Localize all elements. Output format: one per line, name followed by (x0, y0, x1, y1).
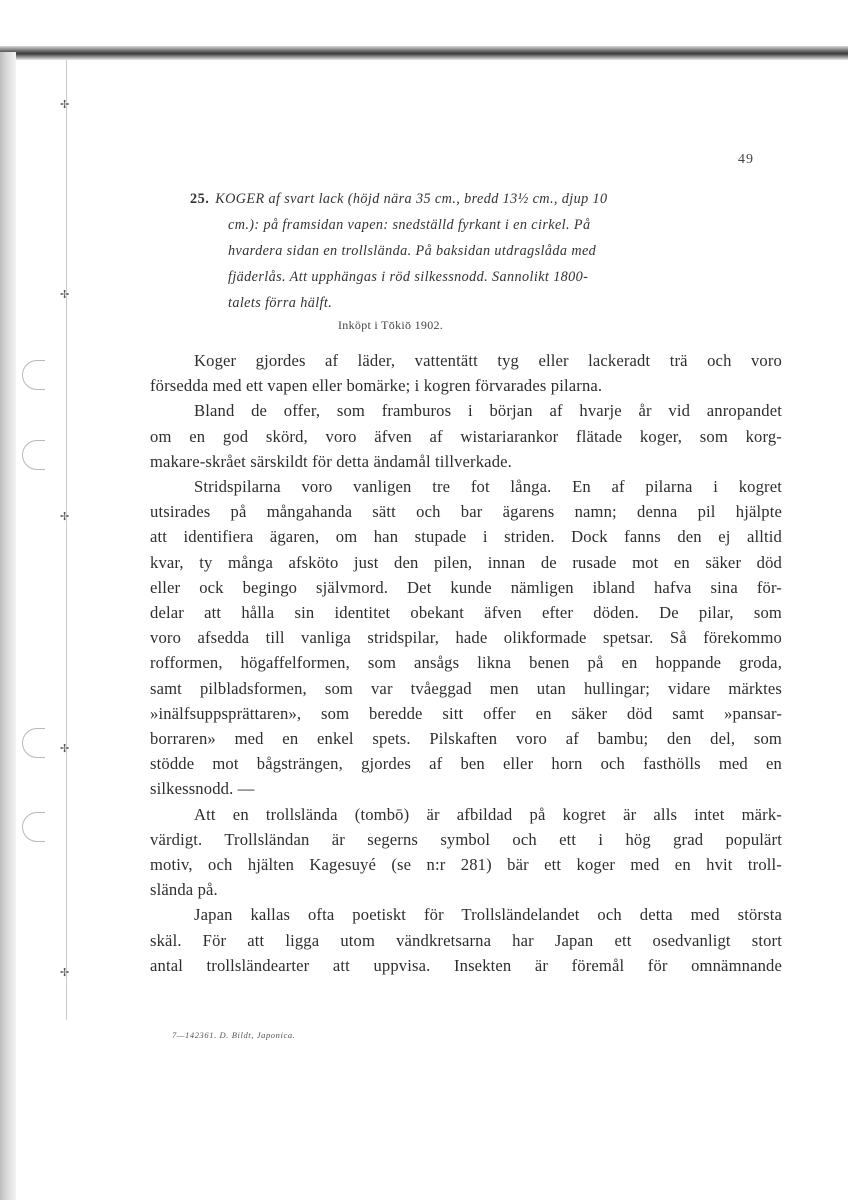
body-line: eller ock begingo självmord. Det kunde nämligen ibland hafva sina för- (150, 577, 782, 597)
body-line: Koger gjordes af läder, vattentätt tyg eller lackeradt trä och voro (194, 351, 782, 370)
scan-mark: ✢ (60, 511, 70, 523)
body-line: Bland de offer, som framburos i början af hvarje år vid anropandet (194, 401, 782, 421)
scan-left-border (0, 52, 16, 1200)
entry-line: fjäderlås. Att upphängas i röd silkessnodd. Sannolikt 1800- (228, 269, 589, 285)
body-line: skäl. För att ligga utom vändkretsarna har Japan ett osedvanligt stort (150, 930, 782, 950)
body-line: slända på. (150, 880, 218, 900)
body-line: utsirades på mångahanda sätt och bar ägarens namn; denna pil hjälpte (150, 502, 782, 522)
printer-footer-mark: 7—142361. D. Bildt, Japonica. (172, 1030, 296, 1040)
body-line: makare-skrået särskildt för detta ändamål tillverkade. (150, 451, 512, 471)
body-line: stödde mot bågsträngen, gjordes af ben eller horn och fasthölls med en (150, 754, 782, 774)
scan-mark: ✢ (60, 289, 70, 301)
body-line: Att en trollslända (tombō) är afbildad på kogret är alls intet märk- (194, 804, 782, 824)
scan-mark: ✢ (60, 99, 70, 111)
body-line: antal trollsländearter att uppvisa. Insekten är föremål för omnämnande (150, 955, 782, 975)
scan-mark: ✢ (60, 967, 70, 979)
body-line: försedda med ett vapen eller bomärke; i kogren förvarades pilarna. (150, 376, 603, 396)
body-line: värdigt. Trollsländan är segerns symbol och ett i hög grad populärt (150, 829, 782, 849)
catalog-entry (190, 186, 780, 316)
body-line: »inälfsuppsprättaren», som beredde sitt offer en säker död samt »pansar- (150, 703, 782, 723)
body-line: Stridspilarna voro vanligen tre fot långa. En af pilarna i kogret (194, 477, 782, 497)
body-line: silkessnodd. — (150, 779, 255, 799)
entry-line: hvardera sidan en trollslända. På baksidan utdragslåda med (228, 243, 597, 259)
punch-hole (22, 360, 45, 390)
body-line: borraren» med en enkel spets. Pilskaften voro af bambu; den del, som (150, 729, 782, 749)
body-line: samt pilbladsformen, som var tvåeggad men utan hullingar; vidare märktes (150, 678, 782, 698)
body-line: Japan kallas ofta poetiskt för Trollsländelandet och detta med största (194, 905, 782, 925)
entry-line: KOGER af svart lack (höjd nära 35 cm., bredd 13½ cm., djup 10 (215, 191, 608, 207)
punch-hole (22, 728, 45, 758)
body-text (150, 348, 782, 978)
entry-number: 25. (190, 191, 210, 207)
scan-mark: ✢ (60, 743, 70, 755)
punch-hole (22, 812, 45, 842)
entry-first-line (190, 186, 780, 212)
body-line: motiv, och hjälten Kagesuyé (se n:r 281) bär ett koger med en hvit troll- (150, 855, 782, 875)
page-number: 49 (738, 152, 754, 167)
body-line: att identifiera ägaren, om han stupade i striden. Dock fanns den ej alltid (150, 527, 782, 547)
scan-top-border (0, 46, 848, 60)
body-line: om en god skörd, voro äfven af wistariarankor flätade koger, som korg- (150, 426, 782, 446)
body-line: voro afsedda till vanliga stridspilar, hade olikformade spetsar. Så förekommo (150, 628, 782, 648)
purchase-note: Inköpt i Tōkiō 1902. (338, 318, 444, 332)
body-line: delar att hålla sin identitet obekant äfven efter döden. De pilar, som (150, 603, 782, 623)
body-line: kvar, ty många afsköto just den pilen, innan de rusade mot en säker död (150, 552, 782, 572)
entry-line: talets förra hälft. (228, 295, 333, 311)
scan-margin-line (66, 60, 67, 1020)
body-line: rofformen, högaffelformen, som ansågs likna benen på en hoppande groda, (150, 653, 782, 673)
punch-hole (22, 440, 45, 470)
entry-line: cm.): på framsidan vapen: snedställd fyrkant i en cirkel. På (228, 217, 591, 233)
